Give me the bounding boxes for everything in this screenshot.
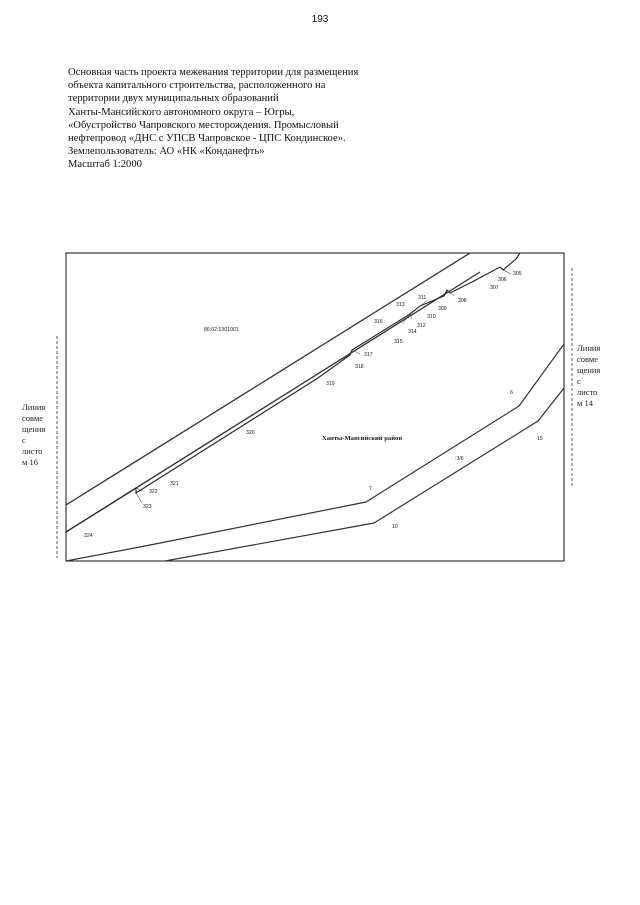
point-label-10: 10 [392,524,398,530]
title-line-4: Ханты-Мансийского автономного округа – Югры, [68,106,295,118]
point-label-6: 6 [510,390,513,396]
title-line-2: объекта капитального строительства, расположенного на [68,80,326,92]
point-label-306: 306 [498,277,507,283]
title-line-1: Основная часть проекта межевания территории для размещения [68,67,359,78]
point-label-319: 319 [326,381,335,387]
point-label-7: 7 [369,486,372,492]
match-line-note-left: Линия совме щения с листо м 16 [22,402,46,467]
point-label-305: 305 [513,271,522,277]
point-label-315: 315 [394,339,403,345]
corridor-upper-boundary [66,253,470,505]
point-label-15: 15 [537,436,543,442]
point-label-307: 307 [490,285,499,291]
title-line-6: нефтепровод «ДНС с УПСВ Чапровское - ЦПС Кондинское». [68,133,346,145]
point-label-321: 321 [170,481,179,487]
scale-line: Масштаб 1:2000 [68,159,142,171]
page-number: 193 [311,14,329,25]
allotment-boundary [66,253,520,532]
point-label-324: 324 [84,533,93,539]
point-label-320: 320 [246,430,255,436]
cadastral-block-label: 86:02:1301001 [204,327,239,333]
point-label-308: 308 [458,298,467,304]
point-label-314: 314 [408,329,417,335]
point-label-312: 312 [417,323,426,329]
match-line-note-right: Линия совме щения с листо м 14 [577,343,601,408]
point-label-310: 310 [427,314,436,320]
point-label-313: 313 [396,302,405,308]
parcel-boundary-south [165,388,564,561]
parcel-label: :3/6 [455,456,464,462]
parcel-boundary-north [66,344,564,561]
point-label-316: 316 [374,319,383,325]
point-label-318: 318 [355,364,364,370]
landholder-line: Землепользователь: АО «НК «Конданефть» [68,146,265,158]
point-label-311: 311 [418,295,427,301]
district-label: Ханты-Мансийский район [322,435,403,442]
map-frame [66,253,564,561]
point-label-309: 309 [438,306,447,312]
point-label-323: 323 [143,504,152,510]
point-label-317: 317 [364,352,373,358]
title-line-3: территории двух муниципальных образований [68,93,279,105]
point-label-322: 322 [149,489,158,495]
title-line-5: «Обустройство Чапровского месторождения. Промысловый [68,119,339,131]
